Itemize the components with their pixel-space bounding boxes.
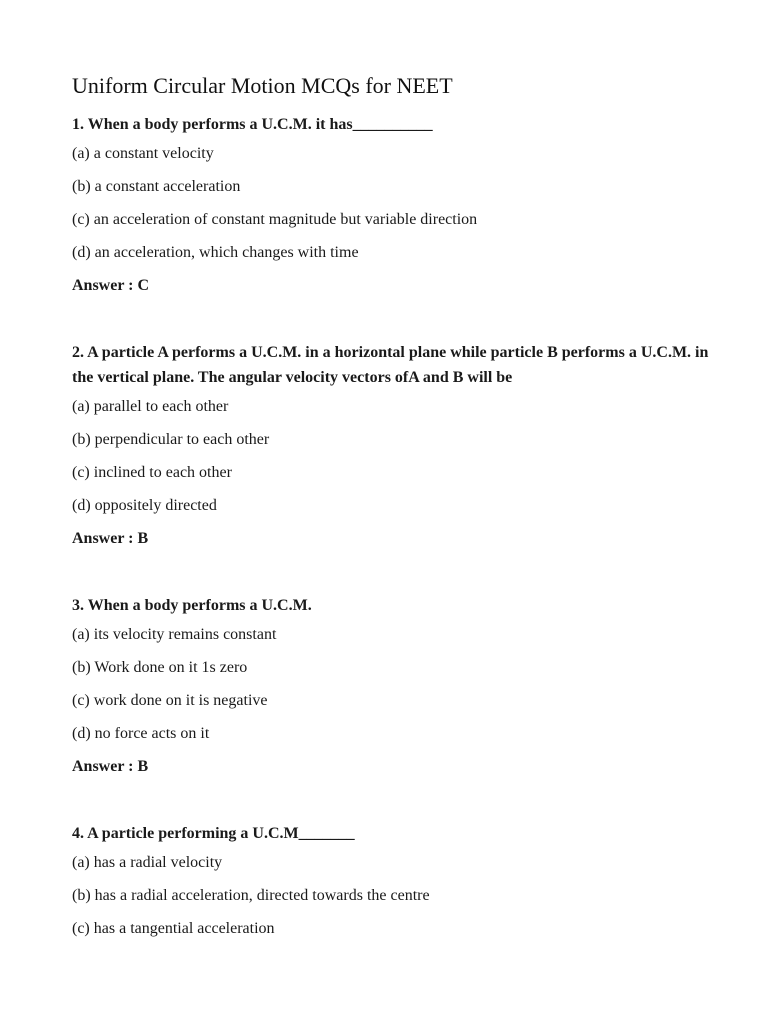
option-a: (a) has a radial velocity	[72, 854, 223, 871]
option-b: (b) Work done on it 1s zero	[72, 659, 248, 676]
question-text: 1. When a body performs a U.C.M. it has__________	[72, 116, 433, 133]
option-d: (d) oppositely directed	[72, 497, 217, 514]
option-a: (a) its velocity remains constant	[72, 626, 277, 643]
answer-text: Answer : C	[72, 277, 150, 294]
option-b: (b) a constant acceleration	[72, 178, 241, 195]
option-c: (c) inclined to each other	[72, 464, 232, 481]
option-d: (d) an acceleration, which changes with time	[72, 244, 359, 261]
question-3	[72, 593, 712, 777]
option-b: (b) has a radial acceleration, directed towards the centre	[72, 887, 430, 904]
question-2	[72, 340, 712, 549]
question-1	[72, 112, 712, 296]
option-a: (a) a constant velocity	[72, 145, 214, 162]
question-text: 4. A particle performing a U.C.M_______	[72, 825, 355, 842]
answer-text: Answer : B	[72, 758, 149, 775]
question-4	[72, 821, 712, 939]
option-c: (c) has a tangential acceleration	[72, 920, 275, 937]
option-c: (c) an acceleration of constant magnitude but variable direction	[72, 211, 478, 228]
question-text: 2. A particle A performs a U.C.M. in a horizontal plane while particle B performs a U.C.M. in the vertical plane. The angular velocity vectors ofA and B will be	[72, 344, 709, 386]
option-c: (c) work done on it is negative	[72, 692, 268, 709]
option-b: (b) perpendicular to each other	[72, 431, 270, 448]
answer-text: Answer : B	[72, 530, 149, 547]
page-title: Uniform Circular Motion MCQs for NEET	[72, 73, 453, 98]
option-a: (a) parallel to each other	[72, 398, 229, 415]
document-page	[72, 72, 712, 951]
option-d: (d) no force acts on it	[72, 725, 210, 742]
question-text: 3. When a body performs a U.C.M.	[72, 597, 312, 614]
